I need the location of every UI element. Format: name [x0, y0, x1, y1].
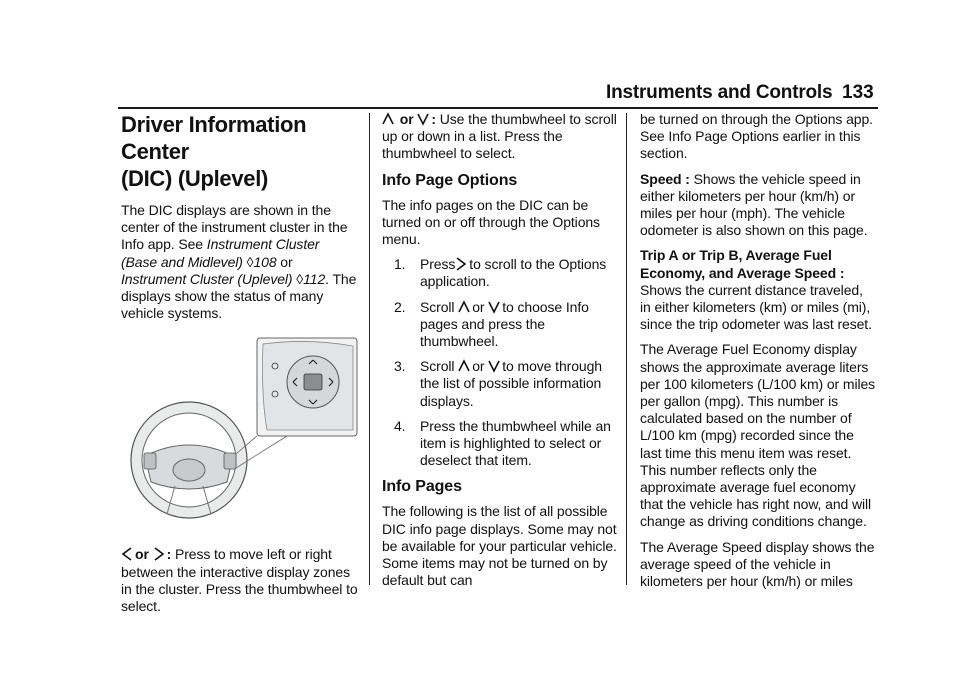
ref1-page[interactable]: 108: [253, 253, 277, 270]
chevron-right-icon: [153, 547, 165, 561]
chevron-up-icon: [458, 359, 470, 373]
step-2: 2. Scroll or to choose Info pages and press the thumbwheel.: [394, 298, 589, 350]
page-number: 133: [842, 82, 874, 103]
ref-instrument-cluster-uplevel[interactable]: Instrument Cluster (Uplevel): [121, 270, 293, 287]
chevron-down-icon: [417, 112, 429, 126]
page-ref-icon: ◊: [246, 253, 254, 270]
intro-text-b: The displays show the status of many vehicle systems.: [121, 270, 357, 322]
step-3: 3. Scroll or to move through the list of possible information displays.: [394, 358, 602, 409]
trip-term: Trip A or Trip B, Average Fuel Economy, and Average Speed :: [640, 247, 845, 281]
ref2-page[interactable]: 112: [303, 270, 326, 287]
chevron-down-icon: [488, 300, 500, 314]
steering-wheel-drawing: [127, 336, 359, 524]
running-header-section: Instruments and Controls: [606, 82, 833, 103]
trip-text: Shows the current distance traveled, in either kilometers (km) or miles (mi), since the trip odometer was last reset.: [640, 281, 872, 333]
intro-paragraph: The DIC displays are shown in the center of the instrument cluster in the Info app. See Instrument Cluster (Base and Midlevel) ◊108 or Instrument Cluster (Uplevel) ◊112. The displays show the status of many vehicle systems.: [121, 202, 357, 322]
title-line-1: Driver Information Center: [121, 112, 307, 164]
avg-fuel-economy-paragraph: The Average Fuel Economy display shows the approximate average liters per 100 kilometers (L/100 km) or miles per gallon (mpg). This number is calculated based on the number of L/100 km (mpg) recorded since the last time this menu item was reset. This number reflects only the approximate average fuel economy that the vehicle has right now, and will change as driving conditions change.: [640, 341, 876, 530]
step-4: 4. Press the thumbwheel while an item is highlighted to select or deselect that item.: [394, 417, 611, 469]
chevron-down-icon: [488, 359, 500, 373]
section-title: [121, 111, 359, 192]
options-paragraph: The info pages on the DIC can be turned on or off through the Options menu.: [382, 196, 600, 248]
heading-info-page-options: Info Page Options: [382, 171, 518, 189]
left-right-term: or :: [121, 546, 171, 562]
step-1: 1. Press to scroll to the Options application.: [394, 256, 607, 290]
chevron-left-icon: [121, 547, 133, 561]
avg-speed-paragraph: The Average Speed display shows the average speed of the vehicle in kilometers per hour (km/h) or miles: [640, 538, 875, 590]
header-rule: [118, 107, 878, 109]
ref-instrument-cluster-base[interactable]: Instrument Cluster (Base and Midlevel): [121, 236, 320, 270]
left-right-paragraph: [121, 546, 359, 615]
chevron-up-icon: [382, 112, 394, 126]
chevron-right-icon: [455, 257, 467, 271]
column-divider-2: [626, 113, 627, 585]
column-2: [382, 111, 618, 597]
chevron-up-icon: [458, 300, 470, 314]
speed-text: Shows the vehicle speed in either kilometers per hour (km/h) or miles per hour (mph). The vehicle odometer is also shown on this page.: [640, 170, 868, 239]
steering-wheel-illustration: [127, 336, 359, 524]
options-steps: [382, 256, 618, 469]
column-divider-1: [369, 113, 370, 585]
up-down-text: Use the thumbwheel to scroll up or down in a list. Press the thumbwheel to select.: [382, 111, 617, 162]
intro-or: or: [276, 253, 293, 270]
speed-term: Speed :: [640, 170, 690, 187]
trip-paragraph: [640, 247, 876, 333]
intro-text-a: The DIC displays are shown in the center of the instrument cluster in the Info app. See: [121, 202, 348, 253]
up-down-paragraph: [382, 111, 618, 163]
up-down-term: or :: [382, 111, 436, 127]
column-3: [640, 111, 876, 598]
speed-paragraph: [640, 171, 876, 240]
title-line-2: (DIC) (Uplevel): [121, 166, 269, 191]
page-ref-icon: ◊: [296, 270, 304, 287]
pages-paragraph: The following is the list of all possible DIC info page displays. Some may not be available for your particular vehicle. Some items may not be turned on by default but can: [382, 503, 617, 589]
continued-paragraph: be turned on through the Options app. See Info Page Options earlier in this section.: [640, 111, 873, 162]
left-right-text: Press to move left or right between the interactive display zones in the cluster. Press the thumbwheel to select.: [121, 546, 358, 615]
column-1: [121, 111, 359, 623]
heading-info-pages: Info Pages: [382, 478, 462, 496]
